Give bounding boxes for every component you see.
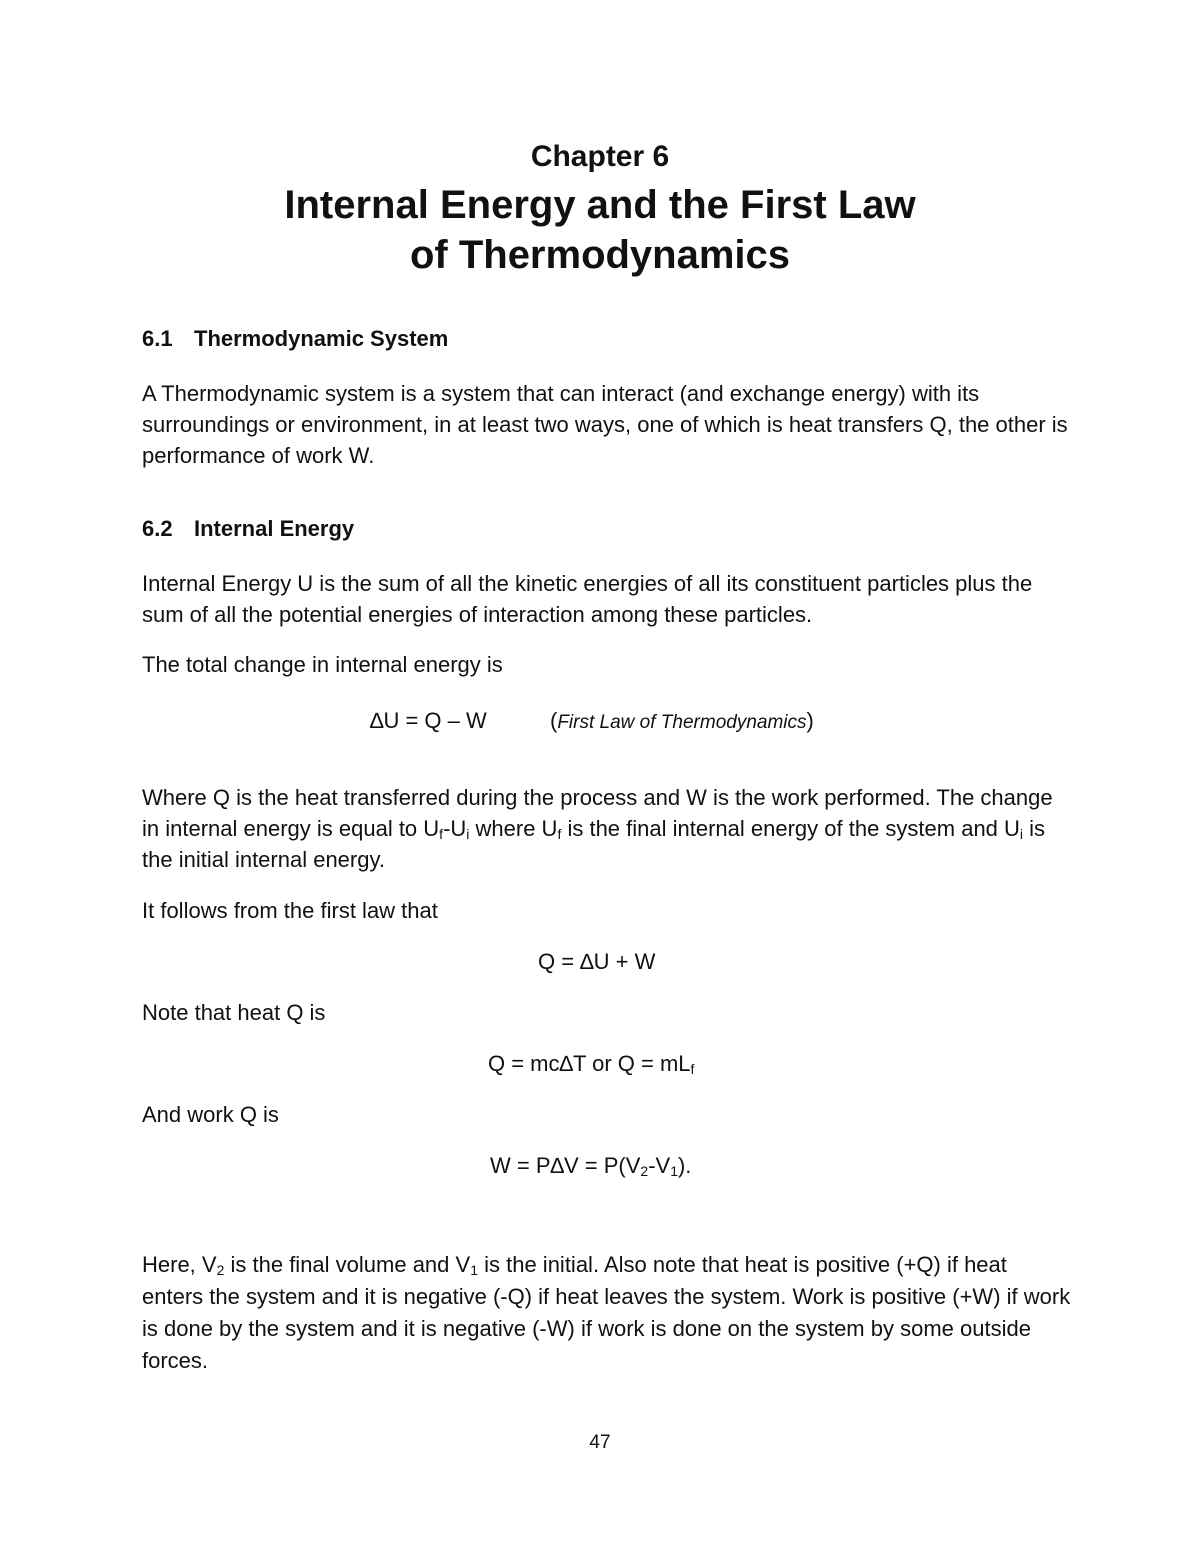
paragraph-where-q: Where Q is the heat transferred during the process and W is the work performed. The change in internal energy is equal to $U_f-U_i$ where $U_f$ is the final internal energy of the system and $U_i$ is the initial internal energy.: [142, 785, 1053, 872]
chapter-label: Chapter 6: [530, 140, 670, 173]
paragraph-follows: It follows from the first law that: [142, 898, 438, 923]
chapter-title: [0, 180, 1200, 280]
paragraph-sign-conventions: Here, $V_2$ is the final volume and $V_1$ is the initial. Also note that heat is positive (+Q) if heat enters the system and it is negative (-Q) if heat leaves the system. Work is positive (+W) if work is done by the system and it is negative (-W) if work is done on the system by some outside forces.: [142, 1252, 1071, 1373]
chapter-title-line-1: Internal Energy and the First Law: [284, 183, 916, 227]
first-law-note: (First Law of Thermodynamics): [550, 708, 814, 733]
work-formula: $W = P\Delta V = P(V_2-V_1)$.: [490, 1153, 692, 1179]
paragraph-work: And work Q is: [142, 1102, 279, 1127]
heat-formula: Q = mc∆T or $Q = mL_f$: [488, 1051, 695, 1077]
page-number: 47: [589, 1432, 611, 1453]
heat-equation: Q = ∆U + W: [538, 949, 656, 974]
section-heading-6-2: [142, 516, 354, 542]
section-heading-6-1: [142, 326, 448, 352]
paragraph-thermodynamic-system: A Thermodynamic system is a system that can interact (and exchange energy) with its surroundings or environment, in at least two ways, one of which is heat transfers Q, the other is performance of work W.: [142, 381, 1068, 468]
paragraph-total-change: The total change in internal energy is: [142, 652, 503, 677]
chapter-title-line-2: of Thermodynamics: [409, 233, 791, 277]
section-number: 6.2: [142, 516, 173, 541]
paragraph-internal-energy: Internal Energy U is the sum of all the kinetic energies of all its constituent particles plus the sum of all the potential energies of interaction among these particles.: [142, 571, 1033, 627]
paragraph-note-heat: Note that heat Q is: [142, 1000, 326, 1025]
section-title: Internal Energy: [194, 516, 355, 541]
section-title: Thermodynamic System: [194, 326, 449, 351]
section-number: 6.1: [142, 326, 173, 351]
first-law-equation: ∆U = Q – W: [370, 708, 487, 733]
